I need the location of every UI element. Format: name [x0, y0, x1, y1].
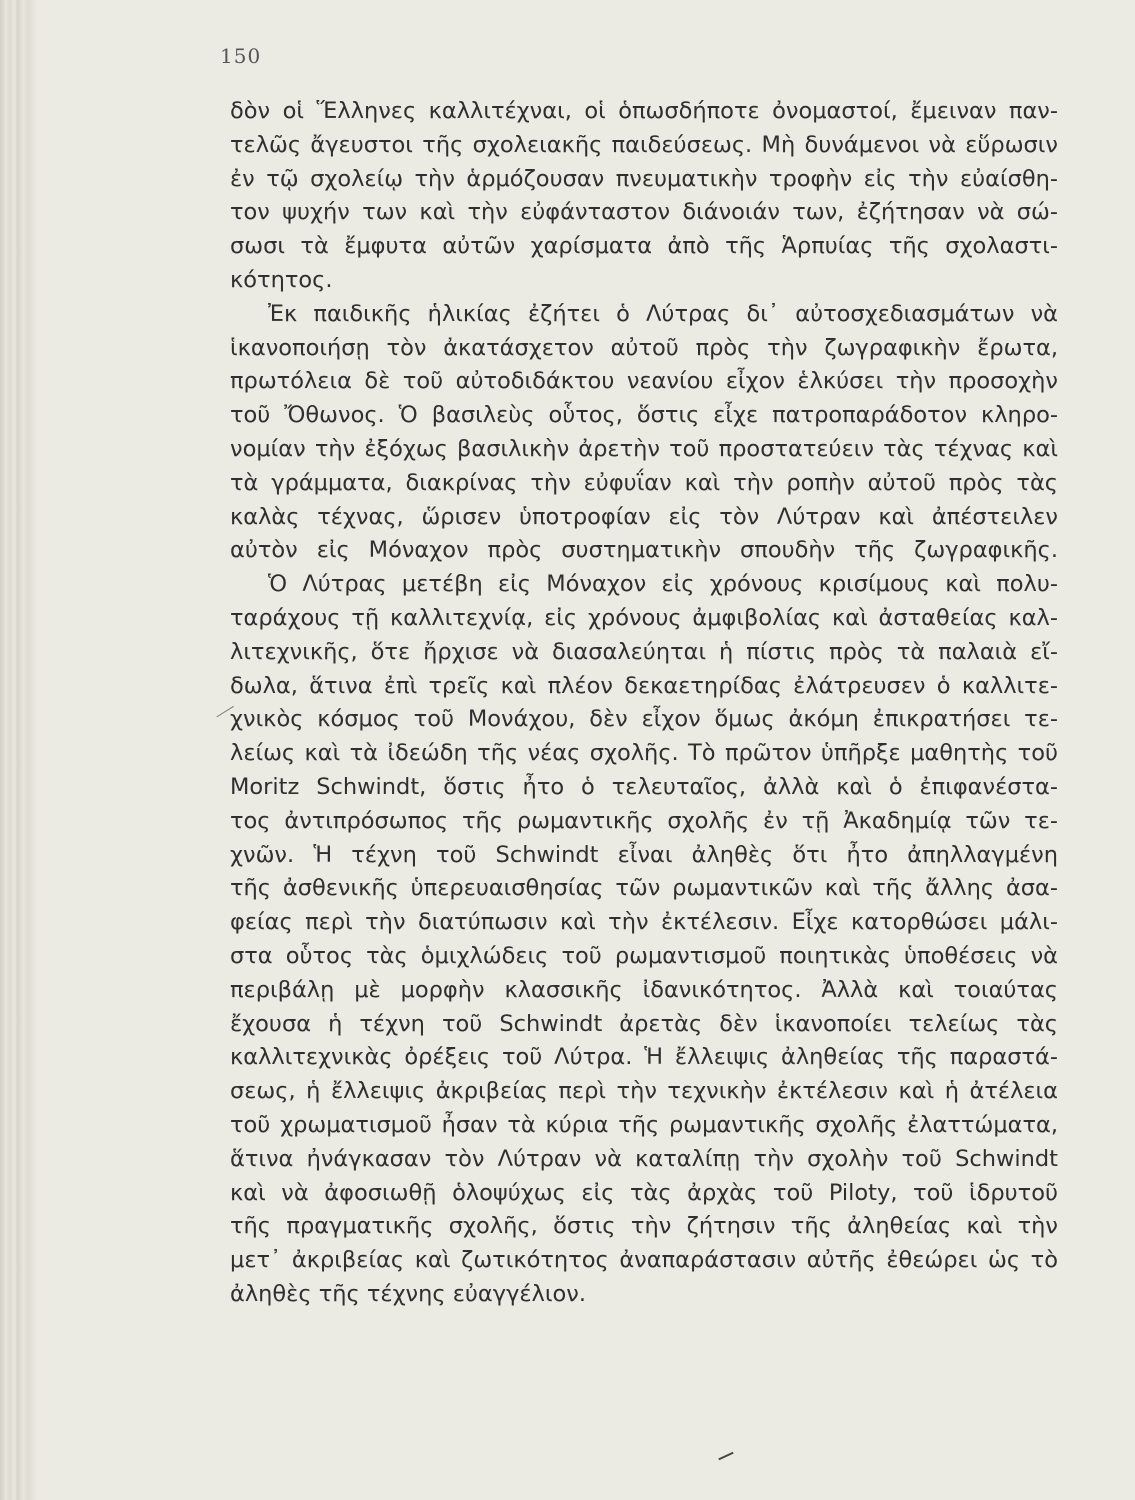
text-line: ἱκανοποιήσῃ τὸν ἀκατάσχετον αὐτοῦ πρὸς τὴν ζωγραφικὴν ἔρωτα, — [230, 334, 1058, 361]
text-line: τον ψυχήν των καὶ τὴν εὐφάνταστον διάνοιάν των, ἐζήτησαν νὰ σώ- — [230, 199, 1058, 226]
text-line: στα οὗτος τὰς ὁμιχλώδεις τοῦ ρωμαντισμοῦ ποιητικὰς ὑποθέσεις νὰ — [230, 942, 1058, 969]
text-line: σωσι τὰ ἔμφυτα αὐτῶν χαρίσματα ἀπὸ τῆς Ἁρπυίας τῆς σχολαστι- — [230, 233, 1058, 260]
text-line: νομίαν τὴν ἐξόχως βασιλικὴν ἀρετὴν τοῦ προστατεύειν τὰς τέχνας καὶ — [230, 435, 1058, 462]
text-line: Ἐκ παιδικῆς ἡλικίας ἐζήτει ὁ Λύτρας δι᾽ αὐτοσχεδιασμάτων νὰ — [268, 300, 1058, 327]
text-line: τελῶς ἄγευστοι τῆς σχολειακῆς παιδεύσεως. Μὴ δυνάμενοι νὰ εὕρωσιν — [230, 131, 1058, 158]
text-line: τὰ γράμματα, διακρίνας τὴν εὐφυΐαν καὶ τὴν ροπὴν αὐτοῦ πρὸς τὰς — [230, 469, 1058, 496]
body-text — [230, 95, 1058, 1312]
text-line: σεως, ἡ ἔλλειψις ἀκριβείας περὶ τὴν τεχνικὴν ἐκτέλεσιν καὶ ἡ ἀτέλεια — [230, 1078, 1058, 1105]
text-line: τοῦ Ὄθωνος. Ὁ βασιλεὺς οὗτος, ὅστις εἶχε πατροπαράδοτον κληρο- — [230, 402, 1058, 429]
book-binding-edge — [0, 0, 38, 1500]
text-line: Ὁ Λύτρας μετέβη εἰς Μόναχον εἰς χρόνους κρισίμους καὶ πολυ- — [268, 571, 1058, 598]
text-line: χνῶν. Ἡ τέχνη τοῦ Schwindt εἶναι ἀληθὲς ὅτι ἦτο ἀπηλλαγμένη — [230, 841, 1058, 868]
text-line: τος ἀντιπρόσωπος τῆς ρωμαντικῆς σχολῆς ἐν τῇ Ἀκαδημίᾳ τῶν τε- — [230, 807, 1058, 834]
text-line: δωλα, ἅτινα ἐπὶ τρεῖς καὶ πλέον δεκαετηρίδας ἐλάτρευσεν ὁ καλλιτε- — [230, 672, 1058, 699]
text-line: τῆς ἀσθενικῆς ὑπερευαισθησίας τῶν ρωμαντικῶν καὶ τῆς ἄλλης ἀσα- — [230, 875, 1058, 902]
text-line: καλλιτεχνικὰς ὀρέξεις τοῦ Λύτρα. Ἡ ἔλλειψις ἀληθείας τῆς παραστά- — [230, 1044, 1058, 1071]
text-line: ἐν τῷ σχολείῳ τὴν ἁρμόζουσαν πνευματικὴν τροφὴν εἰς τὴν εὐαίσθη- — [230, 165, 1058, 192]
text-line: αὐτὸν εἰς Μόναχον πρὸς συστηματικὴν σπουδὴν τῆς ζωγραφικῆς. — [230, 537, 1058, 564]
text-line: μετ᾽ ἀκριβείας καὶ ζωτικότητος ἀναπαράστασιν αὐτῆς ἐθεώρει ὡς τὸ — [230, 1247, 1058, 1274]
text-line: δὸν οἱ Ἕλληνες καλλιτέχναι, οἱ ὁπωσδήποτε ὀνομαστοί, ἔμειναν παν- — [230, 98, 1058, 124]
text-line: κότητος. — [230, 266, 333, 293]
text-line: τῆς πραγματικῆς σχολῆς, ὅστις τὴν ζήτησιν τῆς ἀληθείας καὶ τὴν — [230, 1213, 1058, 1240]
page-number: 150 — [220, 44, 262, 68]
text-line: λείως καὶ τὰ ἰδεώδη τῆς νέας σχολῆς. Τὸ πρῶτον ὑπῆρξε μαθητὴς τοῦ — [230, 740, 1058, 767]
text-line: Moritz Schwindt, ὅστις ἦτο ὁ τελευταῖος, ἀλλὰ καὶ ὁ ἐπιφανέστα- — [230, 773, 1058, 800]
text-line: καλὰς τέχνας, ὥρισεν ὑποτροφίαν εἰς τὸν Λύτραν καὶ ἀπέστειλεν — [230, 503, 1058, 530]
text-line: χνικὸς κόσμος τοῦ Μονάχου, δὲν εἶχον ὅμως ἀκόμη ἐπικρατήσει τε- — [230, 706, 1058, 733]
text-line: καὶ νὰ ἀφοσιωθῇ ὁλοψύχως εἰς τὰς ἀρχὰς τοῦ Piloty, τοῦ ἱδρυτοῦ — [230, 1179, 1058, 1206]
text-line: ἅτινα ἠνάγκασαν τὸν Λύτραν νὰ καταλίπῃ τὴν σχολὴν τοῦ Schwindt — [230, 1145, 1058, 1172]
text-line: ταράχους τῇ καλλιτεχνίᾳ, εἰς χρόνους ἀμφιβολίας καὶ ἀσταθείας καλ- — [230, 604, 1058, 631]
text-line: φείας περὶ τὴν διατύπωσιν καὶ τὴν ἐκτέλεσιν. Εἶχε κατορθώσει μάλι- — [230, 909, 1058, 936]
text-line: ἀληθὲς τῆς τέχνης εὐαγγέλιον. — [230, 1280, 586, 1307]
ink-speck — [718, 1452, 733, 1461]
text-line: περιβάλῃ μὲ μορφὴν κλασσικῆς ἰδανικότητος. Ἀλλὰ καὶ τοιαύτας — [230, 976, 1058, 1003]
text-line: πρωτόλεια δὲ τοῦ αὐτοδιδάκτου νεανίου εἶχον ἑλκύσει τὴν προσοχὴν — [230, 368, 1058, 395]
text-line: λιτεχνικῆς, ὅτε ἤρχισε νὰ διασαλεύηται ἡ πίστις πρὸς τὰ παλαιὰ εἴ- — [230, 638, 1058, 665]
text-line: τοῦ χρωματισμοῦ ἦσαν τὰ κύρια τῆς ρωμαντικῆς σχολῆς ἐλαττώματα, — [230, 1111, 1058, 1138]
text-line: ἔχουσα ἡ τέχνη τοῦ Schwindt ἀρετὰς δὲν ἱκανοποίει τελείως τὰς — [230, 1010, 1058, 1037]
